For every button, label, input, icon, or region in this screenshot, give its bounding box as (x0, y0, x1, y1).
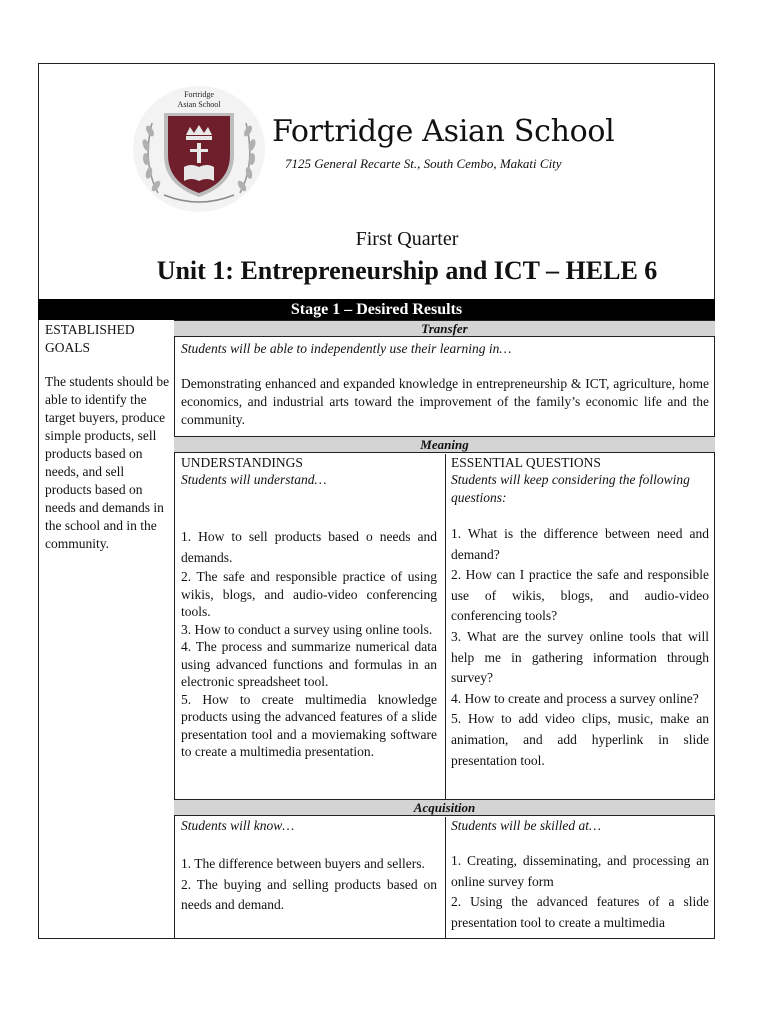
meaning-heading: Meaning (174, 436, 715, 453)
list-item: 5. How to create multimedia knowledge products using the advanced features of a slide presentation tool and a moviemaking software to create a multimedia presentation. (181, 691, 437, 759)
essential-questions-list (451, 524, 709, 771)
established-goals-cell (45, 321, 171, 553)
list-item: 2. Using the advanced features of a slide presentation tool to create a multimedia (451, 894, 709, 931)
meaning-column-divider (445, 454, 446, 799)
know-lead: Students will know… (181, 818, 295, 833)
list-item: 5. How to add video clips, music, make an animation, and add hyperlink in slide presentation tool. (451, 711, 709, 768)
goals-column-divider (174, 320, 175, 939)
understandings-label: UNDERSTANDINGS (181, 455, 303, 470)
transfer-text: Demonstrating enhanced and expanded knowledge in entrepreneurship & ICT, agriculture, home economics, and industrial arts toward the improvement of the family’s economic life and the community. (181, 376, 709, 427)
goals-label-line2: GOALS (45, 340, 91, 355)
quarter-label: First Quarter (355, 228, 459, 250)
essential-questions-label: ESSENTIAL QUESTIONS (451, 455, 601, 470)
transfer-heading: Transfer (174, 320, 715, 337)
understandings-lead: Students will understand… (181, 472, 327, 487)
unit-title: Unit 1: Entrepreneurship and ICT – HELE 6 (156, 256, 658, 285)
list-item: 2. The buying and selling products based on needs and demand. (181, 876, 437, 912)
school-seal-logo (128, 83, 270, 215)
skilled-lead: Students will be skilled at… (451, 818, 601, 833)
goals-text: The students should be able to identify the target buyers, produce simple products, sell products based on needs, and sell products based on needs and demands in the school and in the community. (45, 374, 170, 551)
logo-text-line1: Fortridge (184, 90, 214, 99)
list-item: 1. The difference between buyers and sellers. (181, 856, 425, 871)
list-item: 1. Creating, disseminating, and processing an online survey form (451, 853, 709, 889)
understandings-list (181, 526, 437, 761)
list-item: 3. How to conduct a survey using online tools. (181, 621, 433, 637)
list-item: 2. The safe and responsible practice of using wikis, blogs, and audio-video conferencing tools. (181, 569, 437, 619)
know-list (181, 854, 437, 916)
school-address: 7125 General Recarte St., South Cembo, Makati City (285, 156, 562, 171)
goals-label-line1: ESTABLISHED (45, 322, 135, 337)
stage1-title-bar: Stage 1 – Desired Results (38, 299, 715, 320)
acquisition-column-divider (445, 817, 446, 939)
transfer-lead: Students will be able to independently use their learning in… (181, 341, 512, 356)
list-item: 1. How to sell products based o needs and demands. (181, 529, 437, 565)
list-item: 1. What is the difference between need and demand? (451, 526, 709, 562)
logo-text-line2: Asian School (177, 100, 221, 109)
list-item: 3. What are the survey online tools that will help me in gathering information through survey? (451, 628, 709, 686)
school-name: Fortridge Asian School (272, 114, 615, 149)
list-item: 2. How can I practice the safe and responsible use of wikis, blogs, and audio-video conferencing tools? (451, 567, 709, 624)
skilled-list (451, 851, 709, 935)
acquisition-heading: Acquisition (174, 799, 715, 816)
list-item: 4. How to create and process a survey online? (451, 690, 699, 706)
list-item: 4. The process and summarize numerical data using advanced functions and formulas in an electronic spreadsheet tool. (181, 639, 437, 689)
essential-questions-lead: Students will keep considering the following questions: (451, 472, 690, 505)
